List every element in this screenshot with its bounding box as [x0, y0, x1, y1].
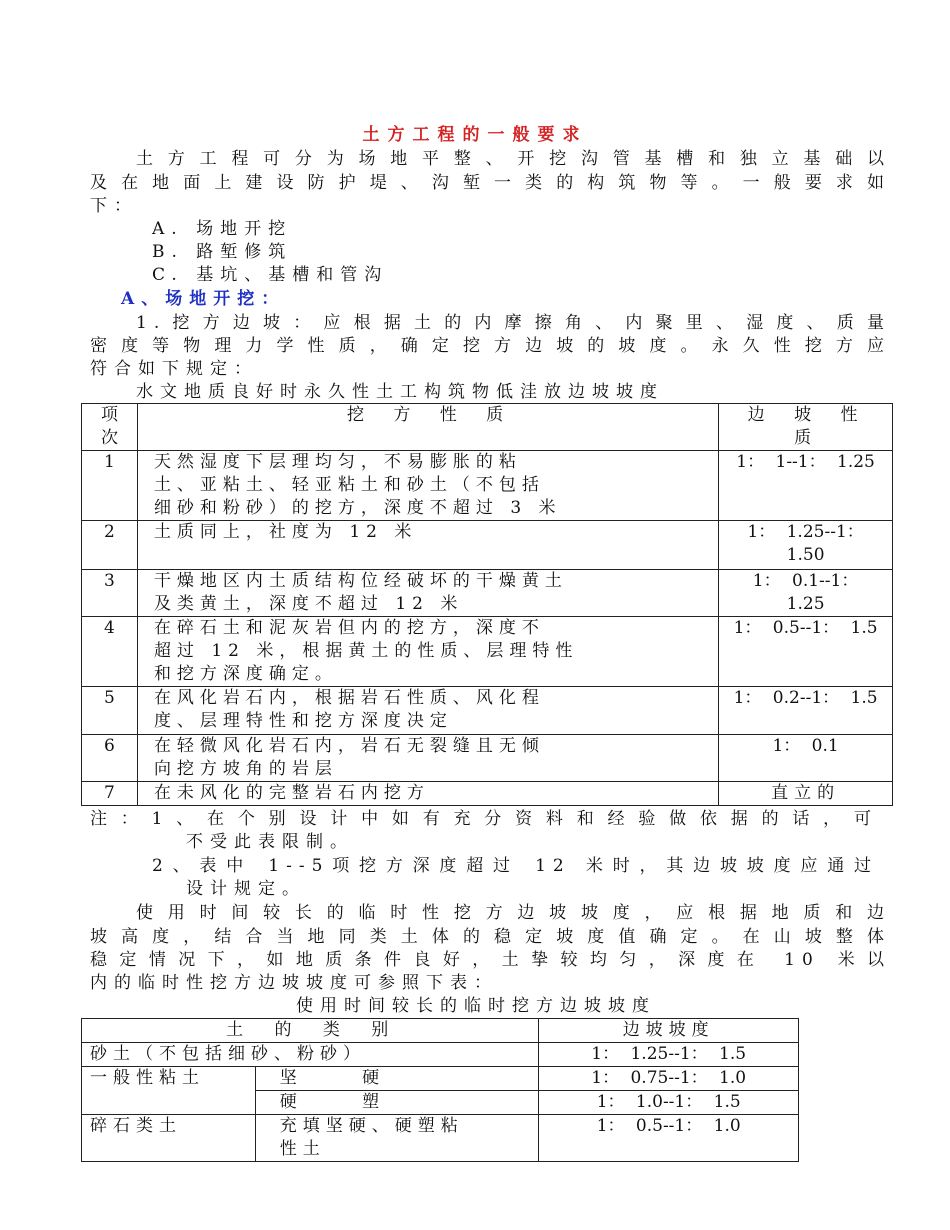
row-desc-line: 和挖方深度确定。: [153, 664, 338, 684]
soil-type: 一般性粘土: [82, 1067, 256, 1115]
row-no: 2: [82, 521, 138, 570]
soil-type: 砂土（不包括细砂、粉砂）: [82, 1043, 539, 1067]
note-1-line-2: 不受此表限制。: [186, 832, 354, 852]
slope-value: 1： 1.0--1： 1.5: [539, 1091, 799, 1115]
row-no: 6: [82, 735, 138, 782]
row-slope-cont: 1.25: [786, 594, 825, 614]
soil-subtype: 坚 硬: [255, 1067, 539, 1091]
list-item-c: C. 基坑、基槽和管沟: [152, 265, 389, 285]
para2-line-3: 稳定情况下，如地质条件良好，土挚较均匀，深度在 10 米以: [90, 950, 891, 970]
header-slope-1: 边 坡 性: [747, 405, 864, 425]
intro-line-2: 及在地面上建设防护堤、沟堑一类的构筑物等。一般要求如: [90, 173, 891, 193]
row-desc-line: 向挖方坡角的岩层: [153, 759, 338, 779]
intro-line-3: 下：: [90, 196, 138, 216]
soil-subtype-cont: 性土: [279, 1139, 326, 1159]
row-slope: 1： 0.1: [772, 736, 839, 756]
note-1-line-1: 注：1、在个别设计中如有充分资料和经验做依据的话，可: [90, 809, 878, 829]
row-desc-line: 土、亚粘土、轻亚粘土和砂土（不包括: [153, 475, 545, 495]
para2-line-1: 使用时间较长的临时性挖方边坡坡度，应根据地质和边: [136, 903, 891, 923]
header-no-1: 项: [100, 405, 118, 425]
table1-caption: 水文地质良好时永久性土工构筑物低洼放边坡坡度: [136, 382, 664, 402]
table-row: [82, 782, 893, 806]
table-row: [82, 687, 893, 735]
para1-line-2: 密度等物理力学性质，确定挖方边坡的坡度。永久性挖方应: [90, 336, 891, 356]
header-soil-type: 土 的 类 别: [82, 1019, 539, 1043]
row-desc-line: 度、层理特性和挖方深度决定: [153, 711, 453, 731]
list-item-a: A. 场地开挖: [152, 219, 293, 239]
row-slope: 1： 1.25--1：: [747, 522, 864, 542]
row-desc-line: 在风化岩石内，根据岩石性质、风化程: [153, 688, 545, 708]
slope-value: 1： 0.5--1： 1.0: [539, 1115, 799, 1162]
slope-value: 1： 1.25--1： 1.5: [539, 1043, 799, 1067]
row-desc-line: 超过 12 米，根据黄土的性质、层理特性: [153, 641, 579, 661]
row-slope: 1： 0.1--1：: [752, 571, 859, 591]
table-row: [82, 1043, 799, 1067]
row-no: 4: [82, 617, 138, 687]
para1-line-1: 1.挖方边坡：应根据土的内摩擦角、内聚里、湿度、质量: [136, 313, 891, 333]
row-desc-line: 在轻微风化岩石内，岩石无裂缝且无倾: [153, 736, 545, 756]
soil-subtype: 充填坚硬、硬塑粘: [279, 1116, 464, 1136]
slope-table-temporary: [81, 1018, 799, 1162]
row-desc-line: 在未风化的完整岩石内挖方: [153, 783, 430, 803]
row-desc-line: 及类黄土，深度不超过 12 米: [153, 594, 464, 614]
slope-table-permanent: [81, 403, 893, 806]
table-row: [82, 451, 893, 521]
table-row: [82, 735, 893, 782]
header-no-2: 次: [100, 428, 118, 448]
row-desc-line: 干燥地区内土质结构位经破坏的干燥黄土: [153, 571, 568, 591]
note-2-line-2: 设计规定。: [186, 879, 306, 899]
table-row: [82, 1115, 799, 1162]
row-no: 1: [82, 451, 138, 521]
header-excavation-nature: 挖 方 性 质: [137, 404, 718, 451]
table1-header-row: [82, 404, 893, 451]
table-row: [82, 617, 893, 687]
row-no: 7: [82, 782, 138, 806]
table-row: [82, 1067, 799, 1091]
soil-type: 碎石类土: [82, 1115, 256, 1162]
para2-line-2: 坡高度，结合当地同类土体的稳定坡度值确定。在山坡整体: [90, 927, 891, 947]
row-no: 5: [82, 687, 138, 735]
list-item-b: B. 路堑修筑: [152, 242, 293, 262]
table2-caption: 使用时间较长的临时挖方边坡坡度: [296, 996, 656, 1016]
table-row: [82, 521, 893, 570]
row-slope: 1： 0.2--1： 1.5: [733, 688, 878, 708]
row-desc-line: 在碎石土和泥灰岩但内的挖方，深度不: [153, 618, 545, 638]
row-slope: 直立的: [771, 783, 841, 803]
row-desc-line: 天然湿度下层理均匀，不易膨胀的粘: [153, 452, 522, 472]
note-2-line-1: 2、表中 1--5项挖方深度超过 12 米时，其边坡坡度应通过: [152, 856, 878, 876]
row-desc-line: 细砂和粉砂）的挖方，深度不超过 3 米: [153, 498, 562, 518]
intro-line-1: 土方工程可分为场地平整、开挖沟管基槽和独立基础以: [136, 149, 891, 169]
soil-subtype: 硬 塑: [255, 1091, 539, 1115]
slope-value: 1： 0.75--1： 1.0: [539, 1067, 799, 1091]
table2-header-row: [82, 1019, 799, 1043]
table-row: [82, 570, 893, 617]
para1-line-3: 符合如下规定：: [90, 359, 258, 379]
para2-line-4: 内的临时性挖方边坡坡度可参照下表：: [90, 973, 498, 993]
row-slope-cont: 1.50: [786, 545, 825, 565]
page-title: 土方工程的一般要求: [362, 125, 588, 145]
section-heading-a: A、场地开挖：: [121, 289, 286, 309]
row-slope: 1： 0.5--1： 1.5: [733, 618, 878, 638]
row-no: 3: [82, 570, 138, 617]
header-slope-2: 质: [794, 428, 818, 448]
header-slope: 边坡坡度: [539, 1019, 799, 1043]
row-slope: 1： 1--1： 1.25: [736, 452, 875, 472]
row-desc-line: 土质同上，社度为 12 米: [153, 522, 418, 542]
